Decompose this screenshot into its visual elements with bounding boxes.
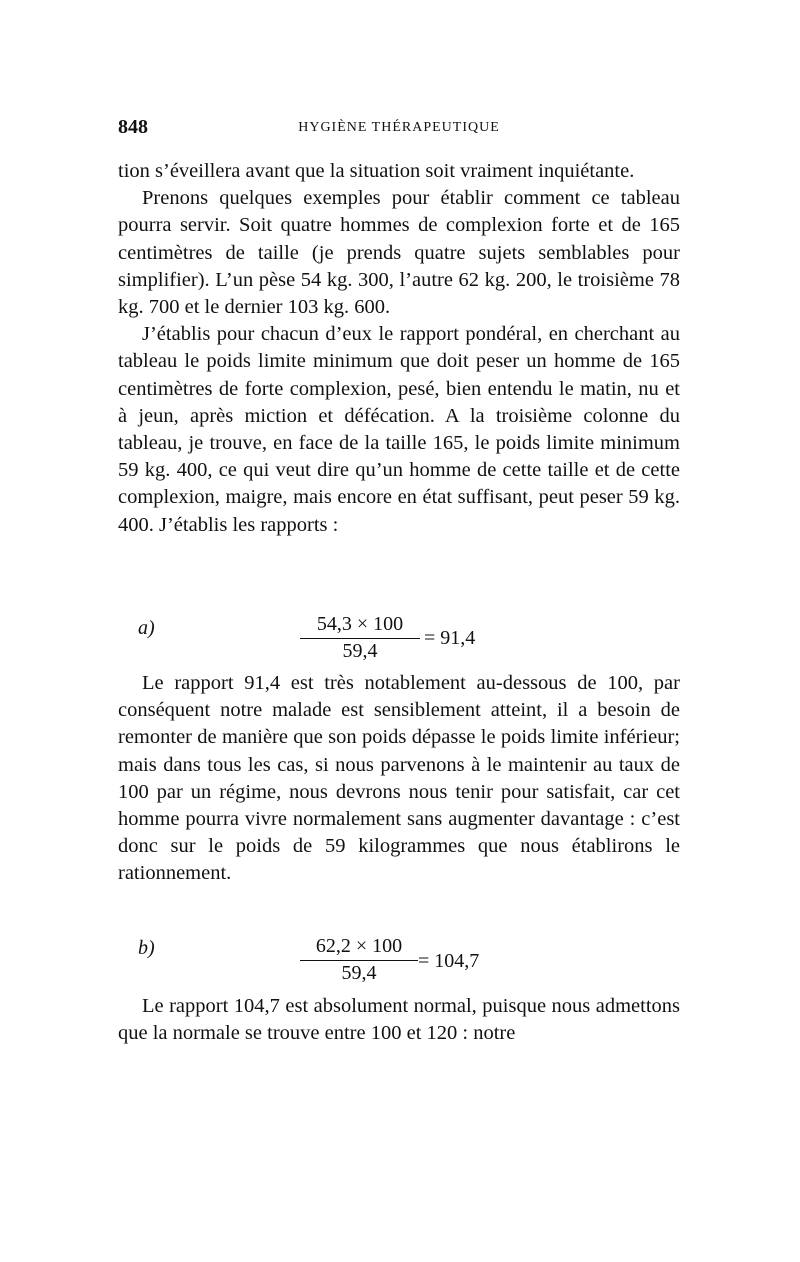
equation-a-label: a)	[138, 617, 155, 639]
paragraph-4: Le rapport 91,4 est très notablement au-dessous de 100, par conséquent notre malade est sensiblement atteint, il a besoin de remonter de manière que son poids dépasse le poids limite inférieur; mais dans tous les cas, si nous parvenons à le maintenir au taux de 100 par un régime, nous devrons nous tenir pour satisfait, car cet homme pourra vivre normalement sans augmenter davantage : c’est donc sur le poids de 59 kilogrammes que nous établirons le rationnement.	[118, 672, 680, 885]
paragraph-2: Prenons quelques exemples pour établir comment ce tableau pourra servir. Soit quatre hommes de complexion forte et de 165 centimètres de taille (je prends quatre sujets semblables pour simplifier). L’un pèse 54 kg. 300, l’autre 62 kg. 200, le troisième 78 kg. 700 et le dernier 103 kg. 600.	[118, 187, 680, 319]
equation-a	[118, 613, 680, 669]
equation-a-denominator: 59,4	[342, 640, 378, 662]
text-block-3	[118, 993, 680, 1047]
running-title: HYGIÈNE THÉRAPEUTIQUE	[298, 120, 500, 135]
equation-a-numerator: 54,3 × 100	[300, 613, 420, 639]
equation-b-denominator: 59,4	[341, 962, 377, 984]
equation-b-numerator: 62,2 × 100	[300, 935, 418, 961]
text-block-1	[118, 158, 680, 539]
equation-a-fraction	[300, 613, 420, 663]
equation-b-fraction	[300, 935, 418, 985]
page-number: 848	[118, 116, 148, 138]
equation-a-result: = 91,4	[424, 627, 476, 649]
equation-b-label: b)	[138, 937, 155, 959]
equation-b	[118, 935, 680, 991]
page-header	[118, 116, 680, 146]
paragraph-3: J’établis pour chacun d’eux le rapport pondéral, en cherchant au tableau le poids limite minimum que doit peser un homme de 165 centimètres de forte complexion, pesé, bien entendu le matin, nu et à jeun, après miction et défécation. A la troisième colonne du tableau, je trouve, en face de la taille 165, le poids limite minimum 59 kg. 400, ce qui veut dire qu’un homme de cette taille et de cette complexion, maigre, mais encore en état suffisant, peut peser 59 kg. 400. J’établis les rapports :	[118, 323, 680, 536]
paragraph-5: Le rapport 104,7 est absolument normal, puisque nous admettons que la normale se trouve entre 100 et 120 : notre	[118, 995, 680, 1045]
paragraph-1: tion s’éveillera avant que la situation soit vraiment inquiétante.	[118, 160, 635, 182]
equation-b-result: = 104,7	[418, 950, 480, 972]
text-block-2	[118, 670, 680, 888]
